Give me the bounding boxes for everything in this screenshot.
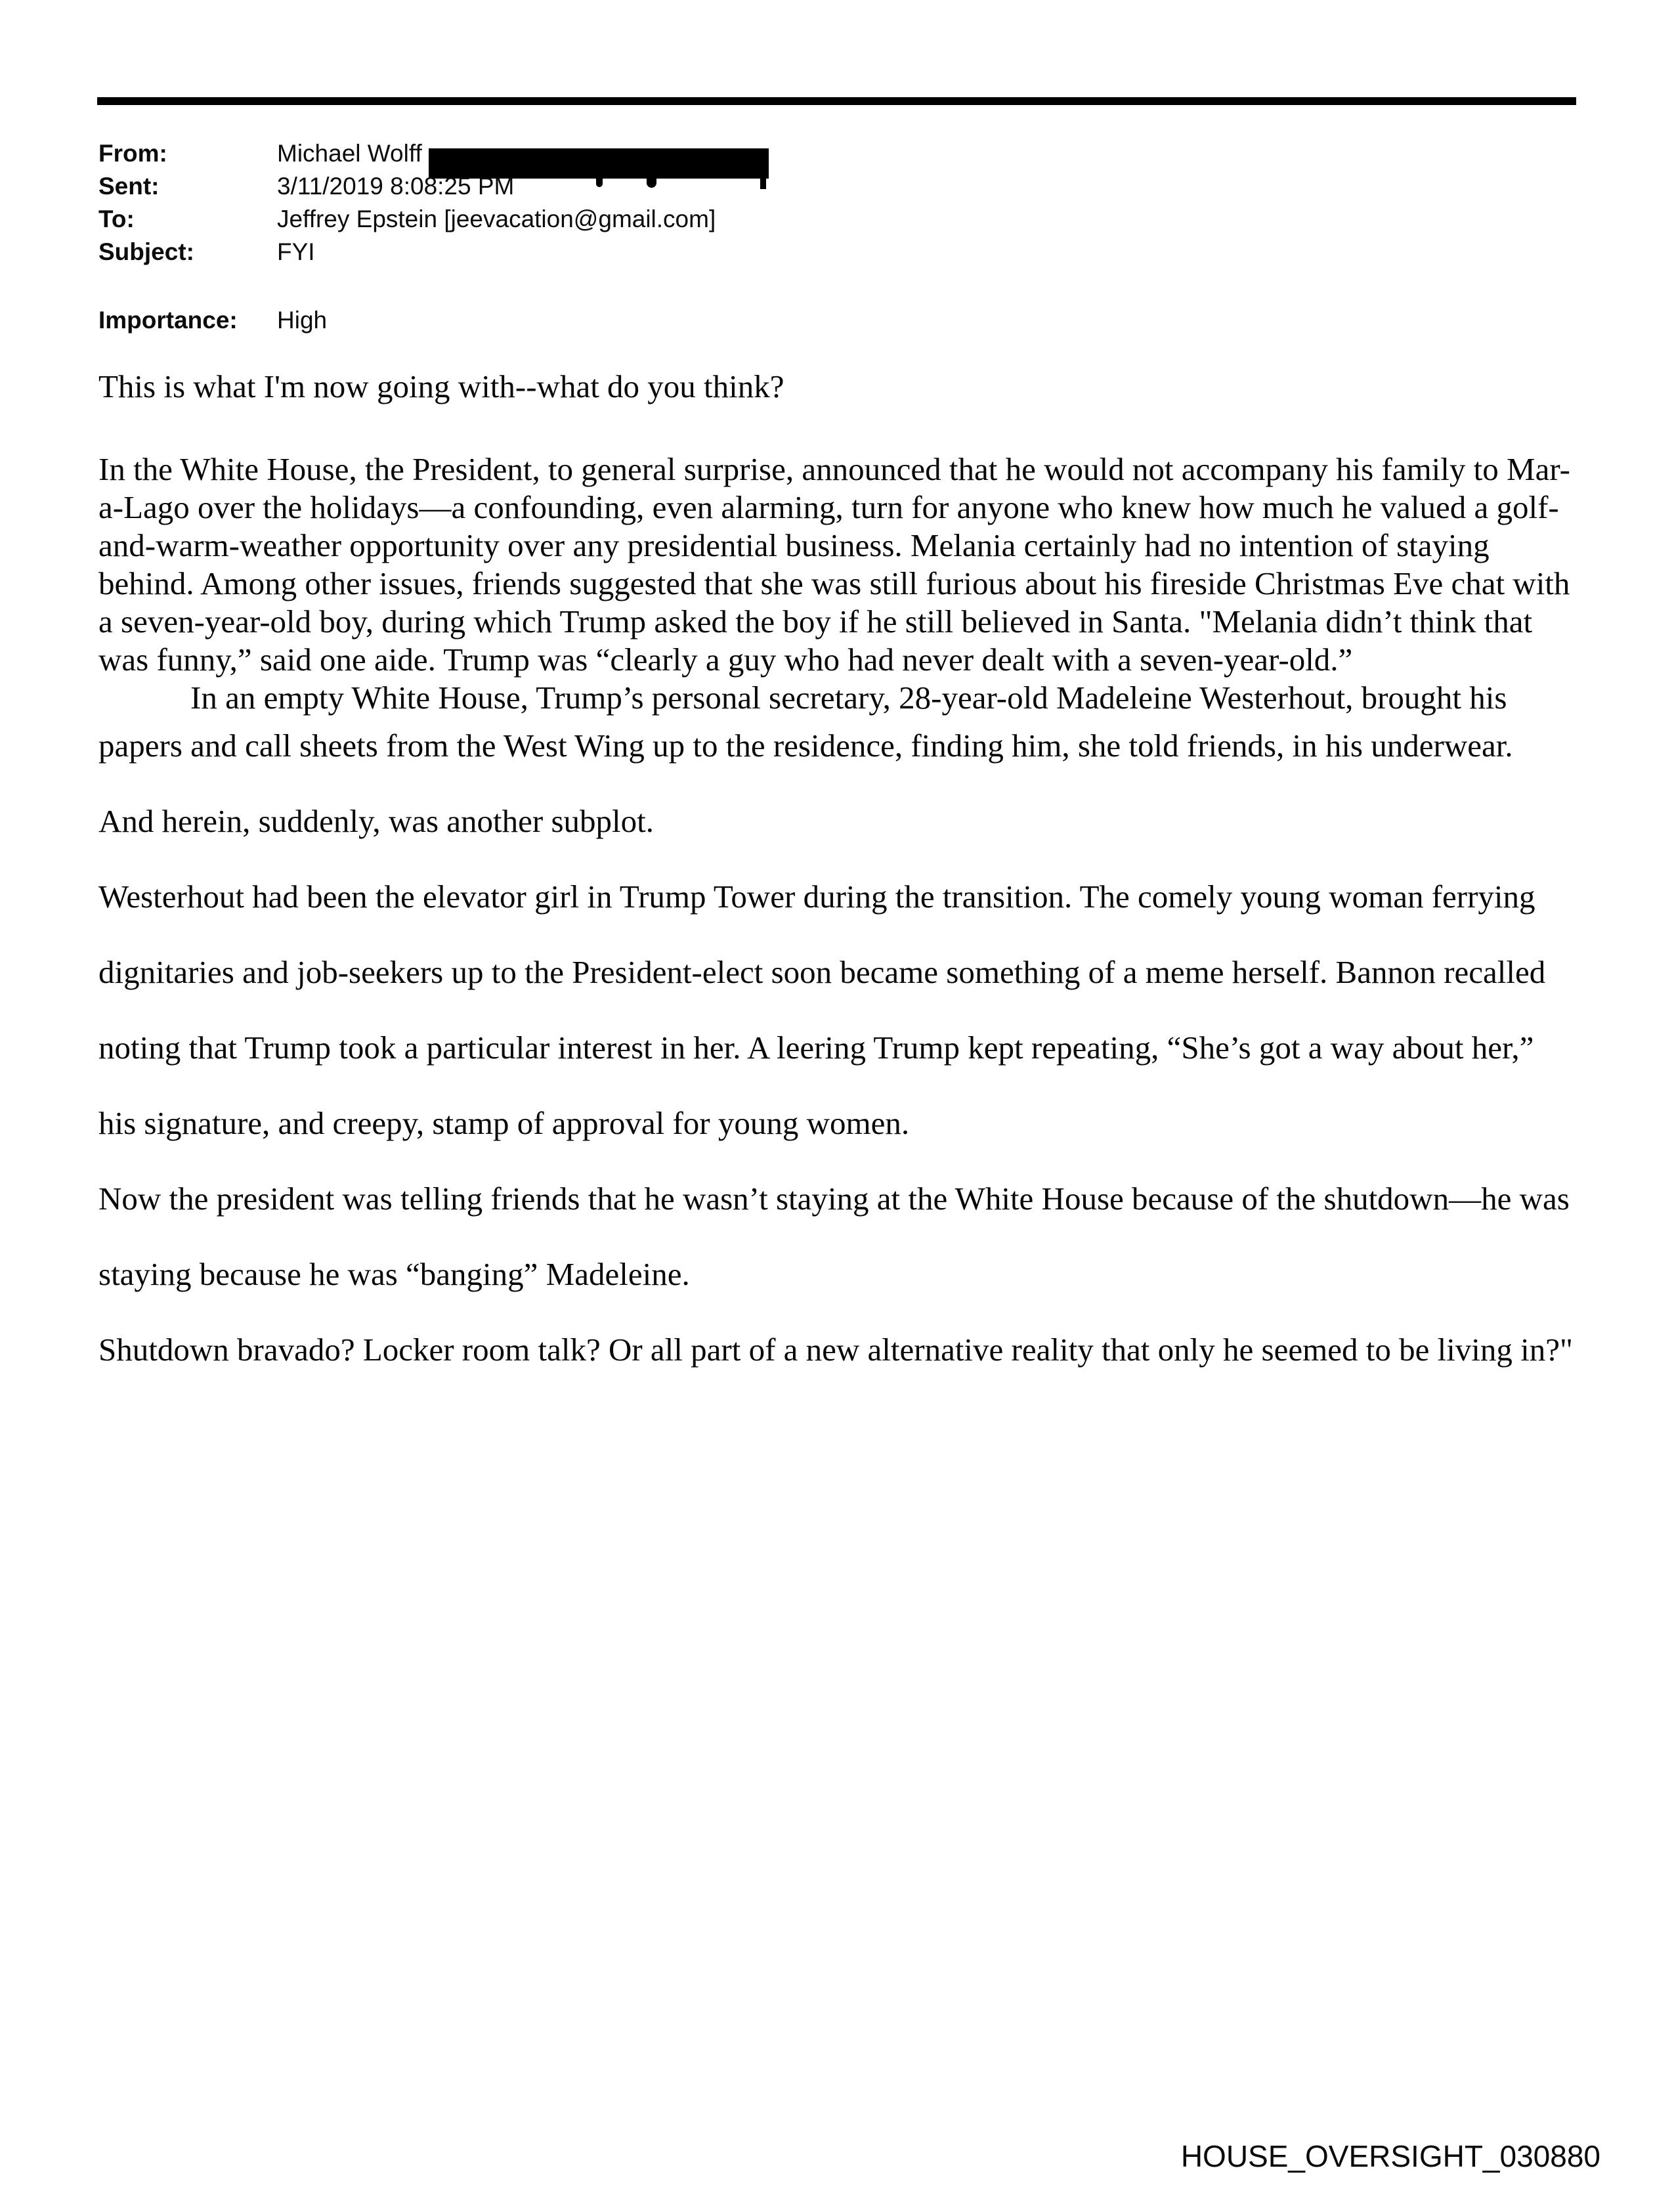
email-body-intro: This is what I'm now going with--what do you think? [98,368,784,404]
header-row-to [98,205,716,234]
subject-label: Subject: [98,238,194,265]
subject-value: FYI [277,238,315,265]
importance-value: High [277,307,328,334]
body-paragraph: Now the president was telling friends that he wasn’t staying at the White House because of the shutdown—he was staying because he was “banging” Madeleine. [98,1181,1570,1292]
body-paragraph: And herein, suddenly, was another subplot. [98,803,654,839]
body-paragraph-indented: In an empty White House, Trump’s personal secretary, 28-year-old Madeleine Westerhout, brought his [190,680,1507,716]
header-row-sent [98,172,514,201]
header-divider-rule [97,97,1576,105]
from-value: Michael Wolff [277,140,422,167]
body-paragraph: Westerhout had been the elevator girl in Trump Tower during the transition. The comely young woman ferrying dignitaries and job-seekers up to the President-elect soon became something of a meme herself. Bannon recalled noting that Trump took a particular interest in her. A leering Trump kept repeating, “She’s got a way about her,” his signature, and creepy, stamp of approval for young women. [98,878,1546,1141]
header-row-importance [98,306,327,335]
to-label: To: [98,206,135,232]
sent-label: Sent: [98,173,160,200]
header-row-subject [98,238,315,267]
email-body-single-spaced [98,450,1574,717]
redacted-text-remnant [647,179,656,188]
body-paragraph: In the White House, the President, to general surprise, announced that he would not accompany his family to Mar-a-Lago over the holidays—a confounding, even alarming, turn for anyone who knew how much he valued a golf-and-warm-weather opportunity over any presidential business. Melania certainly had no intention of staying behind. Among other issues, friends suggested that she was still furious about his fireside Christmas Eve chat with a seven-year-old boy, during which Trump asked the boy if he still believed in Santa. "Melania didn’t think that was funny,” said one aide. Trump was “clearly a guy who had never dealt with a seven-year-old.” [98,451,1570,678]
email-body-double-spaced [98,708,1574,1387]
body-paragraph: Shutdown bravado? Locker room talk? Or all part of a new alternative reality that only he seemed to be living in?" [98,1332,1574,1368]
to-value: Jeffrey Epstein [jeevacation@gmail.com] [277,206,716,232]
redacted-text-remnant [596,179,603,187]
redacted-text-remnant [760,179,766,189]
sent-value: 3/11/2019 8:08:25 PM [277,173,515,200]
body-paragraph: papers and call sheets from the West Wing up to the residence, finding him, she told friends, in his underwear. [98,727,1513,764]
bates-number: HOUSE_OVERSIGHT_030880 [1180,2139,1600,2173]
importance-label: Importance: [98,307,238,334]
from-label: From: [98,140,167,167]
